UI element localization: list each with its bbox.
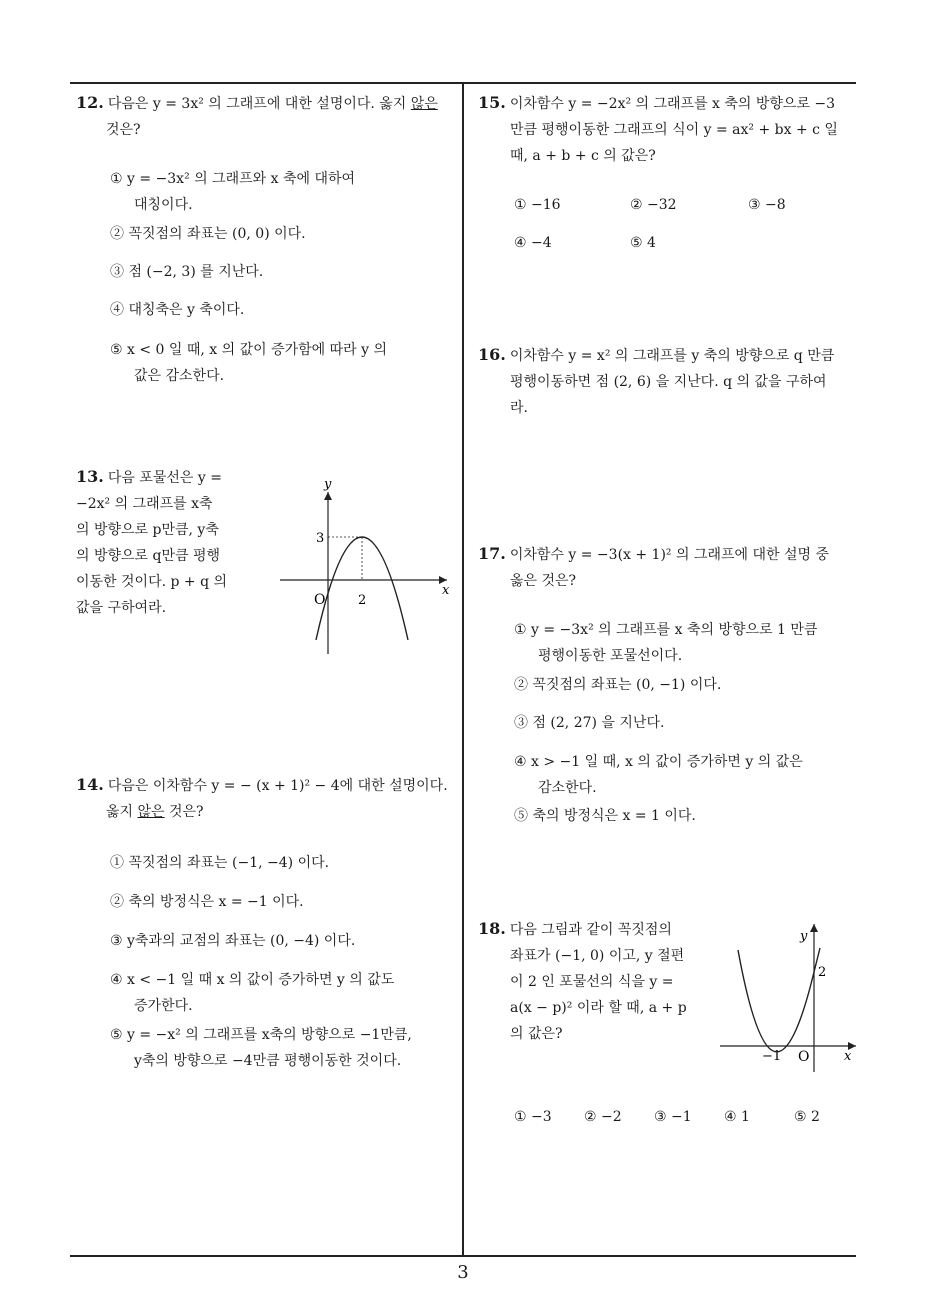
question-number: 12.: [76, 93, 104, 112]
y-axis-label: y: [324, 477, 332, 492]
q14-option-4-cont: 증가한다.: [134, 998, 193, 1014]
q15-option-1[interactable]: ① −16: [514, 197, 561, 213]
q14-option-2[interactable]: ② 축의 방정식은 x = −1 이다.: [110, 894, 304, 910]
q15-option-4[interactable]: ④ −4: [514, 235, 552, 251]
q15-option-5[interactable]: ⑤ 4: [630, 235, 656, 251]
q12-option-5-cont: 값은 감소한다.: [134, 368, 225, 384]
page-number: 3: [457, 1262, 469, 1283]
q18-option-1[interactable]: ① −3: [514, 1109, 552, 1125]
question-15: 15. 이차함수 y = −2x² 의 그래프를 x 축의 방향으로 −3 만큼 평행이동한 그래프의 식이 y = ax² + bx + c 일 때, a + b + c 의 값은?: [478, 93, 838, 164]
q14-option-5-cont: y축의 방향으로 −4만큼 평행이동한 것이다.: [134, 1053, 402, 1069]
vertex-x-tick: 2: [358, 593, 367, 608]
vertex-y-tick: 3: [316, 531, 325, 546]
question-12: 12. 다음은 y = 3x² 의 그래프에 대한 설명이다. 옳지 않은 것은?: [76, 90, 458, 143]
parabola-curve: [738, 948, 820, 1052]
question-number: 14.: [76, 775, 104, 794]
q12-option-2[interactable]: ② 꼭짓점의 좌표는 (0, 0) 이다.: [110, 226, 306, 242]
question-16: 16. 이차함수 y = x² 의 그래프를 y 축의 방향으로 q 만큼 평행이동하면 점 (2, 6) 을 지난다. q 의 값을 구하여 라.: [478, 345, 835, 416]
q14-option-4[interactable]: ④ x < −1 일 때 x 의 값이 증가하면 y 의 값도: [110, 972, 395, 988]
y-intercept-tick: 2: [818, 965, 827, 980]
q17-option-5[interactable]: ⑤ 축의 방정식은 x = 1 이다.: [514, 808, 696, 824]
q18-option-2[interactable]: ② −2: [584, 1109, 622, 1125]
question-number: 17.: [478, 544, 506, 563]
q17-option-1[interactable]: ① y = −3x² 의 그래프를 x 축의 방향으로 1 만큼: [514, 622, 818, 638]
q17-option-4[interactable]: ④ x > −1 일 때, x 의 값이 증가하면 y 의 값은: [514, 754, 803, 770]
q18-option-3[interactable]: ③ −1: [654, 1109, 692, 1125]
q18-option-4[interactable]: ④ 1: [724, 1109, 750, 1125]
y-axis-label: y: [800, 929, 808, 944]
question-14: 14. 다음은 이차함수 y = − (x + 1)² − 4에 대한 설명이다. 옳지 않은 것은?: [76, 775, 448, 820]
q17-option-3[interactable]: ③ 점 (2, 27) 을 지난다.: [514, 715, 665, 731]
q17-option-2[interactable]: ② 꼭짓점의 좌표는 (0, −1) 이다.: [514, 677, 722, 693]
vertex-x-tick: −1: [762, 1049, 782, 1064]
q18-option-5[interactable]: ⑤ 2: [794, 1109, 820, 1125]
q17-option-1-cont: 평행이동한 포물선이다.: [538, 648, 683, 664]
column-divider: [462, 82, 464, 1257]
q13-parabola-graph: [272, 474, 457, 659]
q12-option-3[interactable]: ③ 점 (−2, 3) 를 지난다.: [110, 264, 264, 280]
question-number: 18.: [478, 919, 506, 938]
origin-label: O: [314, 592, 326, 608]
x-axis-label: x: [844, 1049, 852, 1064]
origin-label: O: [798, 1049, 810, 1065]
question-18: 18. 다음 그림과 같이 꼭짓점의 좌표가 (−1, 0) 이고, y 절편 이 2 인 포물선의 식을 y = a(x − p)² 이라 할 때, a + p 의 값은?: [478, 919, 687, 1042]
question-number: 15.: [478, 93, 506, 112]
q17-option-4-cont: 감소한다.: [538, 780, 597, 796]
q12-option-1-cont: 대칭이다.: [134, 197, 193, 213]
q12-option-1[interactable]: ① y = −3x² 의 그래프와 x 축에 대하여: [110, 171, 356, 187]
q15-option-3[interactable]: ③ −8: [748, 197, 786, 213]
q14-option-5[interactable]: ⑤ y = −x² 의 그래프를 x축의 방향으로 −1만큼,: [110, 1027, 412, 1043]
question-17: 17. 이차함수 y = −3(x + 1)² 의 그래프에 대한 설명 중 옳은 것은?: [478, 544, 830, 589]
question-12-stem: 12. 다음은 y = 3x² 의 그래프에 대한 설명이다. 옳지 않은: [76, 93, 438, 112]
q18-parabola-graph: [716, 914, 866, 1074]
question-number: 13.: [76, 467, 104, 486]
q14-option-3[interactable]: ③ y축과의 교점의 좌표는 (0, −4) 이다.: [110, 933, 356, 949]
q15-option-2[interactable]: ② −32: [630, 197, 677, 213]
q14-option-1[interactable]: ① 꼭짓점의 좌표는 (−1, −4) 이다.: [110, 855, 330, 871]
y-axis-arrow: [810, 924, 818, 932]
q12-option-5[interactable]: ⑤ x < 0 일 때, x 의 값이 증가함에 따라 y 의: [110, 342, 388, 358]
question-13: 13. 다음 포물선은 y = −2x² 의 그래프를 x축 의 방향으로 p만큼, y축 의 방향으로 q만큼 평행 이동한 것이다. p + q 의 값을 구하여라.: [76, 467, 228, 616]
parabola-curve: [316, 537, 408, 640]
q12-option-4[interactable]: ④ 대칭축은 y 축이다.: [110, 302, 245, 318]
question-number: 16.: [478, 345, 506, 364]
x-axis-label: x: [442, 583, 450, 598]
y-axis-arrow: [324, 492, 332, 500]
